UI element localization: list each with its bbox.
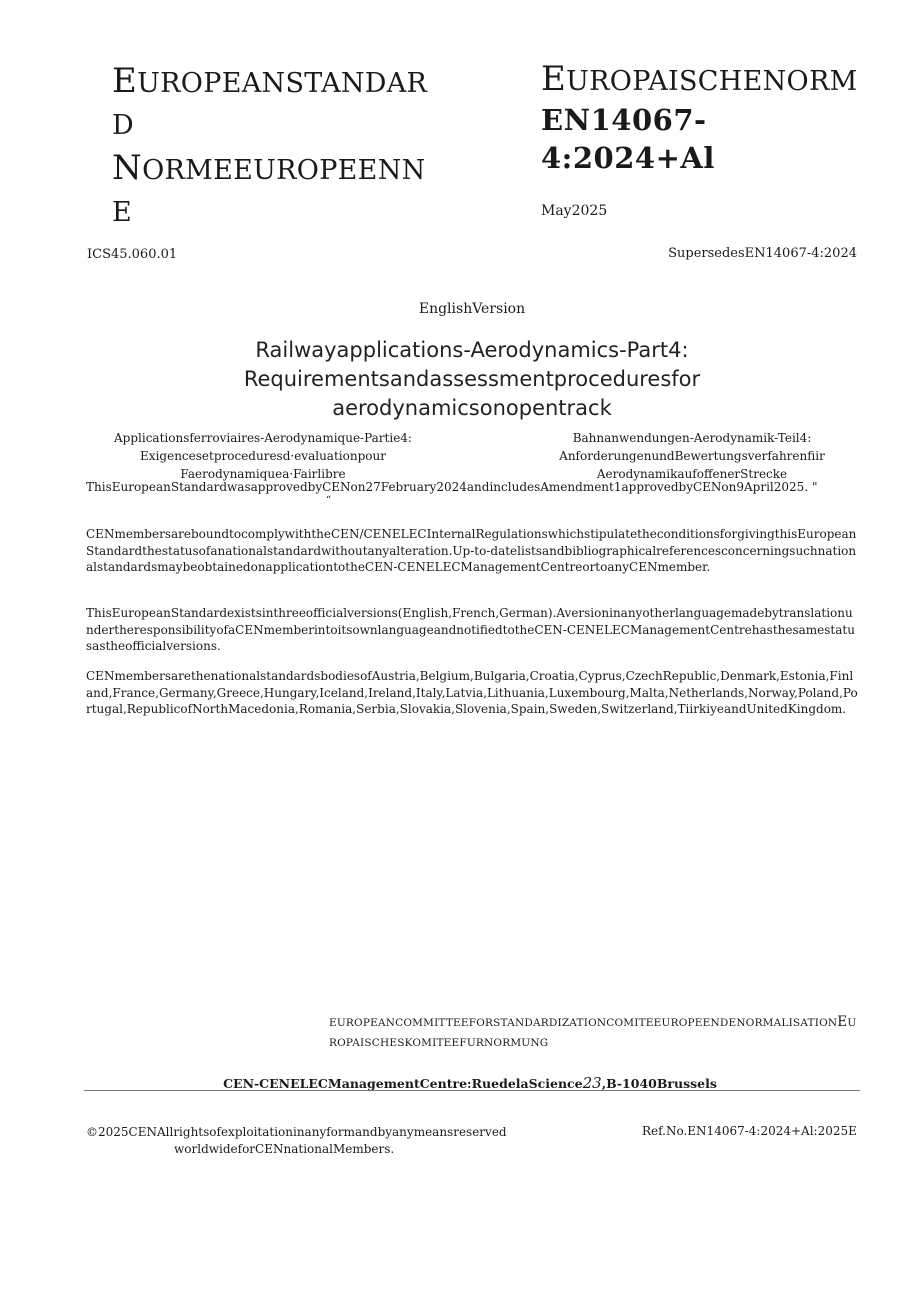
title-line-norme-europeenne: NORMEEUROPEENN bbox=[112, 148, 426, 188]
main-title-line: Railwayapplications-Aerodynamics-Part4: bbox=[255, 338, 689, 362]
divider bbox=[84, 1090, 860, 1091]
versions-paragraph: ThisEuropeanStandardexistsinthreeofficialversions(English,French,German).AversioninanyotherlanguagemadebytranslationundertheresponsibilityofaCENmemberintoitsownlanguageandnotifiedtotheCEN-CENELECManagementCentrehasthesamestatusastheofficialversions. bbox=[86, 606, 855, 653]
french-title-line: Exigencesetproceduresd·evaluationpour bbox=[140, 449, 386, 463]
copyright-notice bbox=[86, 1124, 526, 1158]
document-title-de bbox=[541, 60, 871, 177]
french-title-line: Faerodynamiquea·Fairlibre bbox=[180, 467, 346, 481]
reference-number: Ref.No.EN14067-4:2024+Al:2025E bbox=[642, 1124, 857, 1138]
stray-quote-mark: “ bbox=[326, 495, 332, 506]
main-title-line: aerodynamicsonopentrack bbox=[332, 396, 612, 420]
copyright-line: ©2025CENAllrightsofexploitationinanyformandbyanymeansreserved bbox=[86, 1125, 507, 1139]
french-title-line: Applicationsferroviaires-Aerodynamique-Partie4: bbox=[114, 431, 412, 445]
title-line-european-standard: EUROPEANSTANDAR bbox=[112, 61, 428, 101]
compliance-paragraph: CENmembersareboundtocomplywiththeCEN/CENELECInternalRegulationswhichstipulatetheconditionsforgivingthisEuropeanStandardthestatusofanationalstandardwithoutanyalteration.Up-to-datelistsandbibliographicalreferencesconcerningsuchnationalstandardsmaybeobtainedonapplicationtotheCEN-CENELECManagementCentreortoanyCENmember. bbox=[86, 527, 857, 574]
committee-names: EUROPEANCOMMITTEEFORSTANDARDIZATIONCOMITEEUROPEENDENORMALISATIONEUROPAISCHESKOMITEEFURNORMUNG bbox=[329, 1014, 857, 1049]
supersedes-note: SupersedesEN14067-4:2024 bbox=[668, 246, 857, 261]
german-title-line: Bahnanwendungen-Aerodynamik-Teil4: bbox=[572, 431, 812, 445]
french-title bbox=[90, 429, 436, 483]
german-title-line: AnforderungenundBewertungsverfahrenfiir bbox=[559, 449, 825, 463]
management-centre-address: CEN-CENELECManagementCentre:RuedelaScience23,B-1040Brussels bbox=[223, 1074, 717, 1092]
ics-code: ICS45.060.01 bbox=[87, 247, 178, 262]
copyright-line: worldwideforCENnationalMembers. bbox=[174, 1142, 395, 1156]
publication-date: May2025 bbox=[541, 203, 608, 219]
approval-statement: ThisEuropeanStandardwasapprovedbyCENon27February2024andincludesAmendment1approvedbyCENon9April2025. " bbox=[86, 480, 818, 494]
members-paragraph: CENmembersarethenationalstandardsbodiesofAustria,Belgium,Bulgaria,Croatia,Cyprus,CzechRepublic,Denmark,Estonia,Finland,France,Germany,Greece,Hungary,Iceland,Ireland,Italy,Latvia,Lithuania,Luxembourg,Malta,Netherlands,Norway,Poland,Portugal,RepublicofNorthMacedonia,Romania,Serbia,Slovakia,Slovenia,Spain,Sweden,Switzerland,TiirkiyeandUnitedKingdom. bbox=[86, 669, 858, 716]
document-title-en-fr bbox=[112, 60, 428, 234]
main-title-line: Requirementsandassessmentproceduresfor bbox=[243, 367, 701, 391]
standard-number: EN14067-4:2024+Al bbox=[541, 103, 715, 175]
title-line-wrap-d: D bbox=[112, 110, 134, 141]
title-line-europaische-norm: EUROPAISCHENORM bbox=[541, 59, 858, 99]
main-title bbox=[140, 336, 804, 423]
title-line-wrap-e: E bbox=[112, 197, 133, 228]
german-title-line: AerodynamikaufoffenerStrecke bbox=[596, 467, 788, 481]
german-title bbox=[527, 429, 857, 483]
language-version: EnglishVersion bbox=[418, 301, 526, 317]
